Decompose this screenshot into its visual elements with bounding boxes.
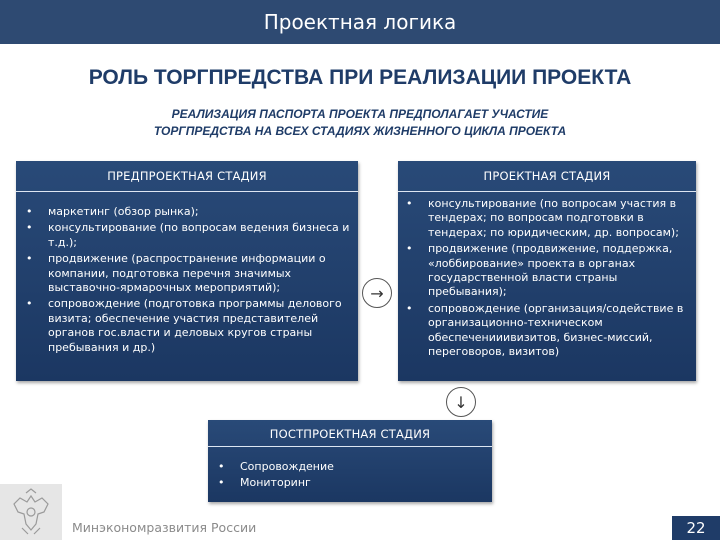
project-items xyxy=(406,197,692,361)
bullet-icon: • xyxy=(26,297,33,311)
page-number: 22 xyxy=(672,516,720,540)
list-item-text: Сопровождение xyxy=(240,460,334,473)
project-stage-box xyxy=(398,161,696,381)
post-project-items xyxy=(218,460,478,493)
project-title-divider xyxy=(398,191,696,192)
list-item-text: Мониторинг xyxy=(240,476,311,490)
list-item-text: маркетинг (обзор рынка); xyxy=(48,205,199,218)
list-item-text: сопровождение (подготовка программы делового визита; обеспечение участия представителей органов гос.власти и деловых кругов страны пребывания и др.) xyxy=(48,297,342,354)
page-subtitle xyxy=(100,106,620,140)
list-item xyxy=(218,476,478,490)
bullet-icon: • xyxy=(406,197,413,210)
list-item xyxy=(26,252,354,295)
list-item xyxy=(406,302,692,360)
list-item-text: консультирование (по вопросам ведения бизнеса и т.д.); xyxy=(48,221,350,249)
double-headed-eagle-icon xyxy=(0,484,62,540)
list-item xyxy=(218,460,478,474)
bullet-icon: • xyxy=(218,460,225,473)
bullet-icon: • xyxy=(26,252,33,266)
bullet-icon: • xyxy=(406,242,413,256)
list-item-text: продвижение (продвижение, поддержка, «лоббирование» проекта в органах государственной власти страны пребывания); xyxy=(428,242,673,299)
pre-project-stage-title: ПРЕДПРОЕКТНАЯ СТАДИЯ xyxy=(107,169,267,183)
arrow-right-icon: → xyxy=(362,278,392,308)
header-title: Проектная логика xyxy=(263,10,457,34)
list-item xyxy=(26,221,354,250)
post-project-stage-title: ПОСТПРОЕКТНАЯ СТАДИЯ xyxy=(269,427,431,441)
list-item xyxy=(406,242,692,300)
project-stage-title: ПРОЕКТНАЯ СТАДИЯ xyxy=(483,169,611,183)
bullet-icon: • xyxy=(406,301,413,315)
list-item-text: консультирование (по вопросам участия в тендерах; по вопросам подготовки в тендерах; по юридическим, др. вопросам); xyxy=(428,197,679,239)
header-bar xyxy=(0,0,720,44)
subtitle-line-2: ТОРГПРЕДСТВА НА ВСЕХ СТАДИЯХ ЖИЗНЕННОГО ЦИКЛА ПРОЕКТА xyxy=(153,124,567,138)
pre-project-items xyxy=(26,205,354,357)
subtitle-line-1: РЕАЛИЗАЦИЯ ПАСПОРТА ПРОЕКТА ПРЕДПОЛАГАЕТ УЧАСТИЕ xyxy=(171,107,549,121)
post-project-stage-box xyxy=(208,420,492,502)
bullet-icon: • xyxy=(218,476,225,490)
pre-project-stage-box xyxy=(16,161,358,381)
list-item-text: сопровождение (организация/содействие в организационно-техническом обеспеченииивизитов, бизнес-миссий, переговоров, визитов) xyxy=(428,301,684,359)
bullet-icon: • xyxy=(26,205,33,218)
coat-of-arms-emblem xyxy=(0,484,62,540)
list-item xyxy=(26,297,354,355)
pre-project-title-divider xyxy=(16,191,358,192)
ministry-name: Минэкономразвития России xyxy=(72,520,257,535)
page-title: РОЛЬ ТОРГПРЕДСТВА ПРИ РЕАЛИЗАЦИИ ПРОЕКТА xyxy=(88,66,632,89)
list-item xyxy=(26,205,354,219)
bullet-icon: • xyxy=(26,221,33,235)
arrow-down-icon: ↓ xyxy=(446,387,476,417)
list-item xyxy=(406,197,692,240)
list-item-text: продвижение (распространение информации о компании, подготовка перечня значимых выставочно-ярмарочных мероприятий); xyxy=(48,252,326,295)
post-project-title-divider xyxy=(208,446,492,447)
